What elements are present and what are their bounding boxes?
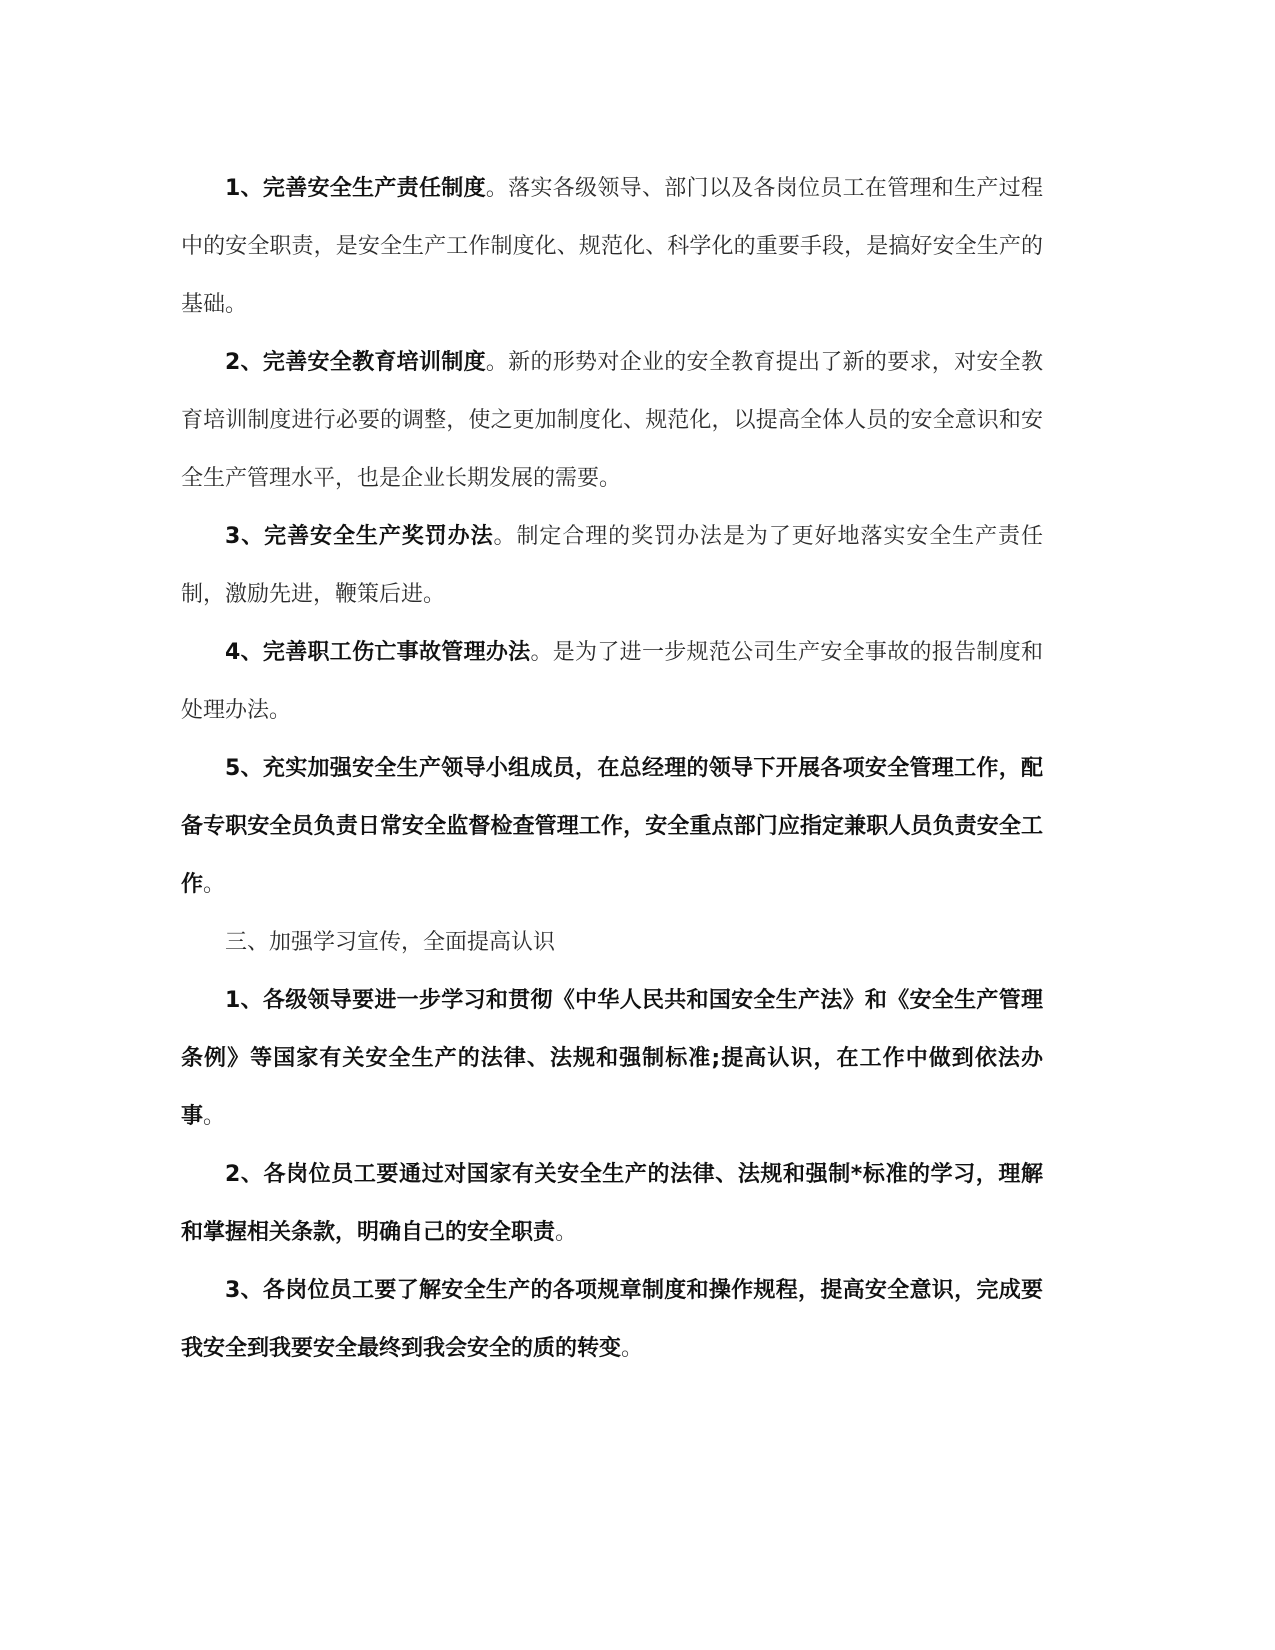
paragraph-heading: 2、完善安全教育培训制度	[225, 350, 486, 375]
paragraph-heading: 2、各岗位员工要通过对国家有关安全生产的法律、法规和强制*标准的学习，理解和掌握相关条款，明确自己的安全职责	[181, 1162, 1043, 1245]
document-body	[181, 160, 1043, 1378]
paragraph-5	[181, 740, 1043, 914]
paragraph-text: 。	[203, 872, 226, 897]
paragraph-text: 。落实各级领导、部门以及各岗位员工在管理和生产过程中的安全职责，是安全生产工作制度化、规范化、科学化的重要手段，是搞好安全生产的基础。	[181, 176, 1043, 317]
paragraph-text: 。	[555, 1220, 578, 1245]
paragraph-4	[181, 624, 1043, 740]
paragraph-heading: 1、各级领导要进一步学习和贯彻《中华人民共和国安全生产法》和《安全生产管理条例》等国家有关安全生产的法律、法规和强制标准;提高认识，在工作中做到依法办事	[181, 988, 1043, 1129]
paragraph-7	[181, 1146, 1043, 1262]
paragraph-heading: 5、充实加强安全生产领导小组成员，在总经理的领导下开展各项安全管理工作，配备专职安全员负责日常安全监督检查管理工作，安全重点部门应指定兼职人员负责安全工作	[181, 756, 1043, 897]
paragraph-1	[181, 160, 1043, 334]
paragraph-text: 。制定合理的奖罚办法是为了更好地落实安全生产责任制，激励先进，鞭策后进。	[181, 524, 1043, 607]
paragraph-text: 。是为了进一步规范公司生产安全事故的报告制度和处理办法。	[181, 640, 1043, 723]
section-heading	[181, 914, 1043, 972]
paragraph-text: 。新的形势对企业的安全教育提出了新的要求，对安全教育培训制度进行必要的调整，使之更加制度化、规范化，以提高全体人员的安全意识和安全生产管理水平，也是企业长期发展的需要。	[181, 350, 1043, 491]
paragraph-heading: 3、完善安全生产奖罚办法	[225, 524, 494, 549]
paragraph-heading: 1、完善安全生产责任制度	[225, 176, 486, 201]
paragraph-3	[181, 508, 1043, 624]
paragraph-heading: 3、各岗位员工要了解安全生产的各项规章制度和操作规程，提高安全意识，完成要我安全到我要安全最终到我会安全的质的转变	[181, 1278, 1043, 1361]
paragraph-text: 。	[203, 1104, 226, 1129]
paragraph-2	[181, 334, 1043, 508]
paragraph-text: 。	[621, 1336, 644, 1361]
paragraph-heading: 4、完善职工伤亡事故管理办法	[225, 640, 531, 665]
section-heading-text: 三、加强学习宣传，全面提高认识	[225, 930, 556, 955]
paragraph-8	[181, 1262, 1043, 1378]
paragraph-6	[181, 972, 1043, 1146]
